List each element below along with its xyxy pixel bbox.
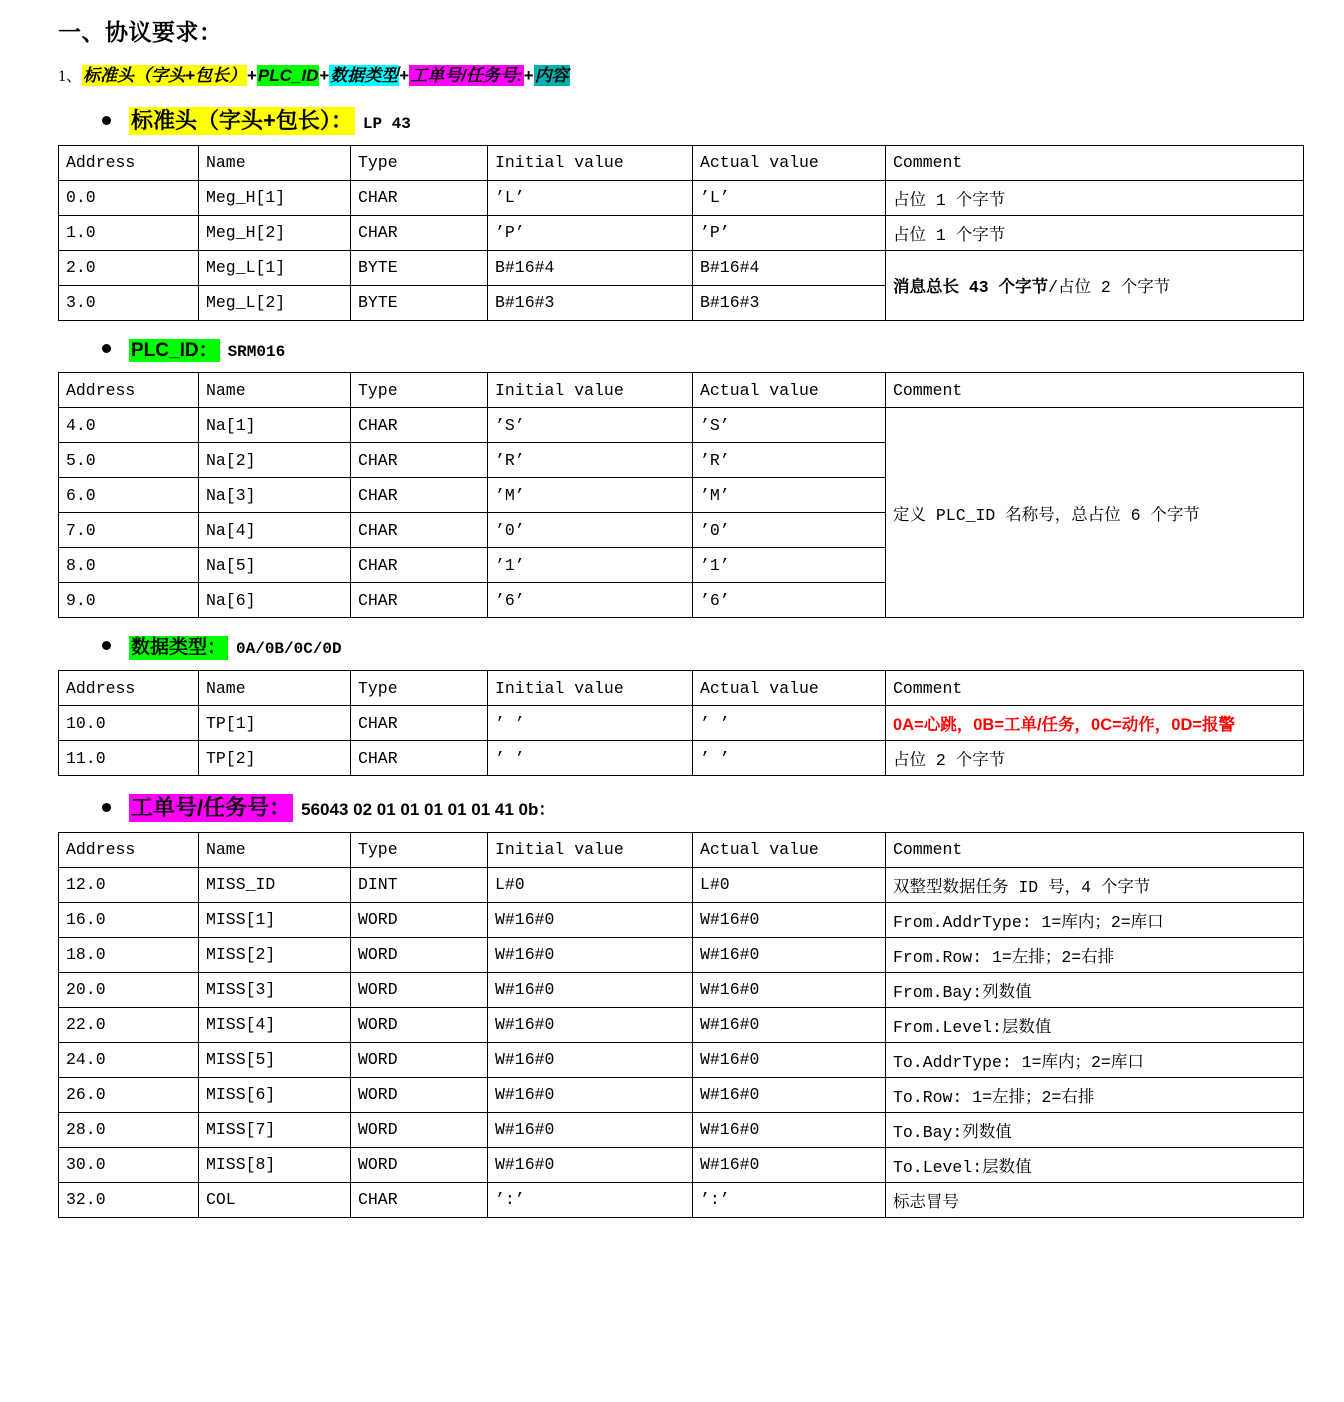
cell-type: WORD xyxy=(351,1077,488,1112)
cell-address: 5.0 xyxy=(59,443,199,478)
table-row xyxy=(59,1112,1304,1147)
section-title: PLC_ID： xyxy=(131,339,218,361)
cell-address: 9.0 xyxy=(59,583,199,618)
cell-initial: ’S’ xyxy=(488,408,693,443)
cell-comment: 占位 1 个字节 xyxy=(886,180,1304,215)
cell-name: MISS[5] xyxy=(199,1042,351,1077)
cell-actual: W#16#0 xyxy=(693,1077,886,1112)
cell-initial: ’:’ xyxy=(488,1182,693,1217)
cell-type: DINT xyxy=(351,867,488,902)
section-title: 工单号/任务号： xyxy=(131,795,292,820)
cell-type: WORD xyxy=(351,1007,488,1042)
cell-comment: 消息总长 43 个字节/占位 2 个字节 xyxy=(886,250,1304,320)
cell-comment: From.AddrType: 1=库内；2=库口 xyxy=(886,902,1304,937)
column-header-address: Address xyxy=(59,373,199,408)
cell-name: TP[2] xyxy=(199,741,351,776)
cell-address: 20.0 xyxy=(59,972,199,1007)
cell-type: WORD xyxy=(351,1112,488,1147)
cell-name: Na[1] xyxy=(199,408,351,443)
cell-actual: ’ ’ xyxy=(693,706,886,741)
cell-address: 16.0 xyxy=(59,902,199,937)
structure-token-6: 工单号/任务号: xyxy=(410,66,523,85)
table-row xyxy=(59,741,1304,776)
cell-address: 2.0 xyxy=(59,250,199,285)
protocol-table-2 xyxy=(58,670,1304,776)
column-header-initial-value: Initial value xyxy=(488,671,693,706)
cell-type: WORD xyxy=(351,972,488,1007)
cell-name: MISS[4] xyxy=(199,1007,351,1042)
cell-comment: 定义 PLC_ID 名称号，总占位 6 个字节 xyxy=(886,408,1304,618)
cell-comment: From.Bay:列数值 xyxy=(886,972,1304,1007)
cell-initial: ’L’ xyxy=(488,180,693,215)
cell-type: CHAR xyxy=(351,443,488,478)
table-row xyxy=(59,1042,1304,1077)
cell-actual: B#16#3 xyxy=(693,285,886,320)
cell-address: 26.0 xyxy=(59,1077,199,1112)
cell-actual: ’0’ xyxy=(693,513,886,548)
cell-comment: 占位 2 个字节 xyxy=(886,741,1304,776)
column-header-address: Address xyxy=(59,832,199,867)
cell-actual: W#16#0 xyxy=(693,1147,886,1182)
table-row xyxy=(59,1182,1304,1217)
column-header-comment: Comment xyxy=(886,832,1304,867)
cell-initial: ’6’ xyxy=(488,583,693,618)
table-row xyxy=(59,972,1304,1007)
section-value: SRM016 xyxy=(227,342,286,361)
cell-address: 12.0 xyxy=(59,867,199,902)
cell-actual: ’P’ xyxy=(693,215,886,250)
section-heading-1 xyxy=(102,339,1304,363)
cell-initial: W#16#0 xyxy=(488,1077,693,1112)
section-heading-3 xyxy=(102,794,1304,822)
table-header-row xyxy=(59,145,1304,180)
cell-name: MISS[3] xyxy=(199,972,351,1007)
sections-root xyxy=(58,107,1304,1218)
cell-initial: W#16#0 xyxy=(488,1042,693,1077)
cell-type: WORD xyxy=(351,1042,488,1077)
cell-type: CHAR xyxy=(351,180,488,215)
section-heading-2 xyxy=(102,636,1304,660)
cell-comment: To.Level:层数值 xyxy=(886,1147,1304,1182)
column-header-initial-value: Initial value xyxy=(488,832,693,867)
cell-initial: L#0 xyxy=(488,867,693,902)
column-header-comment: Comment xyxy=(886,671,1304,706)
page-title: 一、协议要求： xyxy=(58,19,223,45)
cell-initial: ’1’ xyxy=(488,548,693,583)
cell-initial: ’ ’ xyxy=(488,706,693,741)
cell-initial: ’ ’ xyxy=(488,741,693,776)
protocol-table-3 xyxy=(58,832,1304,1218)
cell-initial: ’R’ xyxy=(488,443,693,478)
cell-comment: To.Row: 1=左排；2=右排 xyxy=(886,1077,1304,1112)
cell-name: Meg_L[1] xyxy=(199,250,351,285)
cell-name: MISS[7] xyxy=(199,1112,351,1147)
section-value: 0A/0B/0C/0D xyxy=(236,640,342,659)
column-header-comment: Comment xyxy=(886,373,1304,408)
cell-initial: ’0’ xyxy=(488,513,693,548)
column-header-name: Name xyxy=(199,832,351,867)
section-title: 标准头（字头+包长）： xyxy=(131,108,353,133)
cell-actual: ’L’ xyxy=(693,180,886,215)
cell-comment: 双整型数据任务 ID 号，4 个字节 xyxy=(886,867,1304,902)
column-header-name: Name xyxy=(199,671,351,706)
section-heading-0 xyxy=(102,107,1304,135)
column-header-comment: Comment xyxy=(886,145,1304,180)
cell-initial: W#16#0 xyxy=(488,1147,693,1182)
cell-address: 0.0 xyxy=(59,180,199,215)
cell-name: MISS[8] xyxy=(199,1147,351,1182)
cell-name: Na[6] xyxy=(199,583,351,618)
section-title: 数据类型： xyxy=(131,637,227,659)
cell-type: BYTE xyxy=(351,250,488,285)
cell-name: MISS[2] xyxy=(199,937,351,972)
cell-type: WORD xyxy=(351,937,488,972)
table-header-row xyxy=(59,832,1304,867)
table-header-row xyxy=(59,671,1304,706)
protocol-structure-line xyxy=(58,63,1304,89)
cell-actual: ’R’ xyxy=(693,443,886,478)
cell-address: 22.0 xyxy=(59,1007,199,1042)
cell-address: 8.0 xyxy=(59,548,199,583)
cell-comment: 标志冒号 xyxy=(886,1182,1304,1217)
column-header-name: Name xyxy=(199,373,351,408)
cell-actual: ’:’ xyxy=(693,1182,886,1217)
cell-actual: L#0 xyxy=(693,867,886,902)
cell-name: Na[3] xyxy=(199,478,351,513)
cell-name: Meg_H[2] xyxy=(199,215,351,250)
cell-type: WORD xyxy=(351,1147,488,1182)
cell-actual: W#16#0 xyxy=(693,937,886,972)
cell-initial: W#16#0 xyxy=(488,937,693,972)
cell-type: CHAR xyxy=(351,513,488,548)
cell-comment: From.Row: 1=左排；2=右排 xyxy=(886,937,1304,972)
structure-plus: + xyxy=(399,66,410,85)
cell-type: CHAR xyxy=(351,478,488,513)
cell-name: COL xyxy=(199,1182,351,1217)
cell-initial: B#16#4 xyxy=(488,250,693,285)
cell-name: Meg_L[2] xyxy=(199,285,351,320)
cell-comment: To.Bay:列数值 xyxy=(886,1112,1304,1147)
column-header-actual-value: Actual value xyxy=(693,671,886,706)
column-header-address: Address xyxy=(59,145,199,180)
structure-token-0: 标准头（字头+包长） xyxy=(83,66,246,85)
table-row xyxy=(59,902,1304,937)
cell-actual: B#16#4 xyxy=(693,250,886,285)
cell-initial: W#16#0 xyxy=(488,1007,693,1042)
cell-actual: ’6’ xyxy=(693,583,886,618)
cell-type: WORD xyxy=(351,902,488,937)
table-row xyxy=(59,706,1304,741)
cell-actual: W#16#0 xyxy=(693,1112,886,1147)
cell-comment: 0A=心跳，0B=工单/任务，0C=动作，0D=报警 xyxy=(886,706,1304,741)
cell-type: CHAR xyxy=(351,548,488,583)
cell-comment: 占位 1 个字节 xyxy=(886,215,1304,250)
column-header-actual-value: Actual value xyxy=(693,145,886,180)
bullet-icon xyxy=(102,344,111,353)
cell-name: Na[4] xyxy=(199,513,351,548)
table-row xyxy=(59,867,1304,902)
cell-actual: ’S’ xyxy=(693,408,886,443)
cell-name: TP[1] xyxy=(199,706,351,741)
cell-actual: ’ ’ xyxy=(693,741,886,776)
column-header-type: Type xyxy=(351,671,488,706)
cell-initial: ’P’ xyxy=(488,215,693,250)
cell-comment: To.AddrType: 1=库内；2=库口 xyxy=(886,1042,1304,1077)
structure-token-8: 内容 xyxy=(534,66,569,85)
cell-address: 11.0 xyxy=(59,741,199,776)
cell-comment: From.Level:层数值 xyxy=(886,1007,1304,1042)
list-number: 1、 xyxy=(58,68,83,85)
structure-parts xyxy=(82,65,570,86)
cell-address: 1.0 xyxy=(59,215,199,250)
column-header-name: Name xyxy=(199,145,351,180)
cell-address: 28.0 xyxy=(59,1112,199,1147)
cell-address: 18.0 xyxy=(59,937,199,972)
cell-address: 3.0 xyxy=(59,285,199,320)
column-header-type: Type xyxy=(351,832,488,867)
table-row xyxy=(59,1077,1304,1112)
section-value: LP 43 xyxy=(362,115,411,133)
table-row xyxy=(59,180,1304,215)
bullet-icon xyxy=(102,803,111,812)
cell-actual: W#16#0 xyxy=(693,1007,886,1042)
cell-name: Na[5] xyxy=(199,548,351,583)
structure-plus: + xyxy=(319,66,330,85)
cell-actual: ’M’ xyxy=(693,478,886,513)
structure-token-4: 数据类型 xyxy=(330,66,399,85)
cell-actual: W#16#0 xyxy=(693,972,886,1007)
column-header-actual-value: Actual value xyxy=(693,373,886,408)
cell-address: 7.0 xyxy=(59,513,199,548)
table-row xyxy=(59,250,1304,285)
column-header-address: Address xyxy=(59,671,199,706)
cell-type: CHAR xyxy=(351,215,488,250)
cell-actual: ’1’ xyxy=(693,548,886,583)
cell-address: 10.0 xyxy=(59,706,199,741)
cell-type: CHAR xyxy=(351,408,488,443)
table-row xyxy=(59,1147,1304,1182)
protocol-table-1 xyxy=(58,372,1304,618)
cell-initial: W#16#0 xyxy=(488,902,693,937)
cell-initial: B#16#3 xyxy=(488,285,693,320)
column-header-type: Type xyxy=(351,145,488,180)
cell-type: CHAR xyxy=(351,706,488,741)
cell-address: 4.0 xyxy=(59,408,199,443)
structure-plus: + xyxy=(246,66,257,85)
cell-address: 24.0 xyxy=(59,1042,199,1077)
cell-type: BYTE xyxy=(351,285,488,320)
column-header-type: Type xyxy=(351,373,488,408)
table-row xyxy=(59,1007,1304,1042)
cell-initial: W#16#0 xyxy=(488,1112,693,1147)
cell-name: Na[2] xyxy=(199,443,351,478)
cell-actual: W#16#0 xyxy=(693,1042,886,1077)
table-row xyxy=(59,408,1304,443)
structure-token-2: PLC_ID xyxy=(257,66,319,85)
cell-actual: W#16#0 xyxy=(693,902,886,937)
protocol-table-0 xyxy=(58,145,1304,321)
cell-initial: ’M’ xyxy=(488,478,693,513)
column-header-initial-value: Initial value xyxy=(488,373,693,408)
table-header-row xyxy=(59,373,1304,408)
section-value: 56043 02 01 01 01 01 01 41 0b： xyxy=(301,800,556,819)
cell-type: CHAR xyxy=(351,583,488,618)
cell-initial: W#16#0 xyxy=(488,972,693,1007)
structure-plus: + xyxy=(523,66,534,85)
bullet-icon xyxy=(102,116,111,125)
cell-name: Meg_H[1] xyxy=(199,180,351,215)
column-header-actual-value: Actual value xyxy=(693,832,886,867)
cell-name: MISS_ID xyxy=(199,867,351,902)
bullet-icon xyxy=(102,641,111,650)
column-header-initial-value: Initial value xyxy=(488,145,693,180)
table-row xyxy=(59,937,1304,972)
cell-name: MISS[6] xyxy=(199,1077,351,1112)
cell-type: CHAR xyxy=(351,1182,488,1217)
cell-name: MISS[1] xyxy=(199,902,351,937)
cell-type: CHAR xyxy=(351,741,488,776)
table-row xyxy=(59,215,1304,250)
cell-address: 32.0 xyxy=(59,1182,199,1217)
cell-address: 30.0 xyxy=(59,1147,199,1182)
cell-address: 6.0 xyxy=(59,478,199,513)
